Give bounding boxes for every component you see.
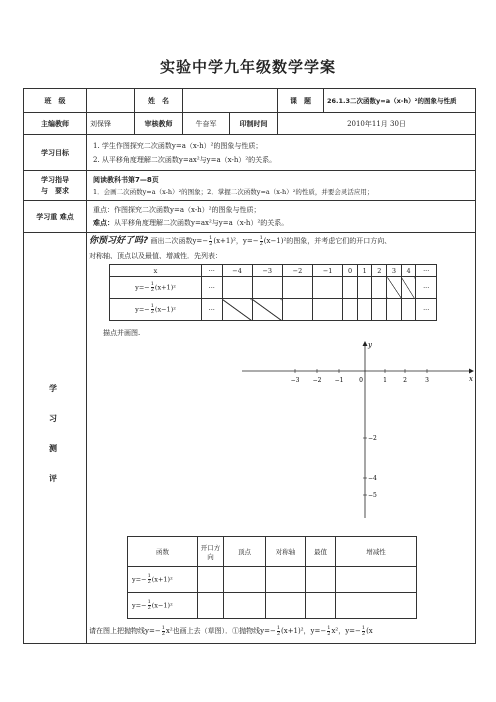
name-field[interactable]	[183, 89, 278, 112]
row-label: y=− $\frac{1}{2}$ (x−1)²	[110, 299, 202, 321]
row-plus: y=− $\frac{1}{2}$ (x+1)² ··· ···	[110, 277, 437, 299]
keys-text	[87, 201, 475, 232]
x-cell: −2	[282, 265, 312, 277]
answer-cell[interactable]	[198, 567, 224, 593]
x-cell: ···	[416, 265, 437, 277]
preview-heading: 你预习好了吗?	[89, 236, 149, 246]
guide-row	[24, 171, 475, 201]
value-cell[interactable]	[282, 299, 312, 321]
value-cell[interactable]	[372, 299, 387, 321]
blocked-cell	[401, 277, 416, 299]
lead-teacher-label: 主编教师	[24, 113, 87, 134]
key-point: 重点：作图探究二次函数y=a（x-h）²的图象与性质；	[93, 206, 261, 214]
value-cell[interactable]	[222, 277, 252, 299]
row-minus: y=− $\frac{1}{2}$ (x−1)² ··· ···	[110, 299, 437, 321]
value-cell[interactable]	[357, 299, 372, 321]
x-cell: 3	[387, 265, 402, 277]
fraction: $\frac{1}{2}$	[259, 234, 263, 247]
x-cell: −3	[252, 265, 282, 277]
preview-intro: 你预习好了吗? 画出二次函数y=− $\frac{1}{2}$ (x+1)²，y=− $\frac{1}{2}$ (x−1)²的图象，并考虑它们的开口方向、	[89, 234, 392, 247]
print-date: 2010年11月 30日	[347, 119, 406, 128]
x-tick: −1	[334, 377, 344, 384]
answer-cell[interactable]	[266, 567, 306, 593]
keys-row	[24, 201, 475, 233]
review-teacher-label: 审核教师	[135, 113, 183, 134]
value-cell[interactable]	[343, 277, 358, 299]
goal-item: 2. 从平移角度理解二次函数y=ax²与y=a（x-h）²的关系。	[93, 155, 277, 164]
assessment-content	[87, 233, 475, 643]
value-cell[interactable]	[343, 299, 358, 321]
function-label: y=− $\frac{1}{2}$ (x−1)²	[128, 593, 198, 619]
page-title: 实验中学九年级数学学案	[159, 58, 336, 76]
blocked-cell	[252, 299, 282, 321]
answer-cell[interactable]	[224, 567, 266, 593]
name-label: 姓 名	[135, 89, 183, 112]
answer-cell[interactable]	[306, 567, 336, 593]
x-cell: 0	[343, 265, 358, 277]
goals-list	[87, 135, 475, 170]
goals-label: 学习目标	[24, 135, 87, 170]
info-row-1	[24, 89, 475, 113]
review-teacher: 牛奋军	[183, 113, 230, 134]
worksheet-table	[23, 88, 476, 644]
class-label: 班 级	[24, 89, 87, 112]
value-cell[interactable]	[313, 299, 343, 321]
prop-row	[128, 567, 417, 593]
property-table	[127, 536, 417, 619]
guide-text	[87, 171, 475, 200]
row-label: y=− $\frac{1}{2}$ (x+1)²	[110, 277, 202, 299]
blocked-cell	[222, 299, 252, 321]
y-tick: −5	[368, 492, 377, 499]
function-label: y=− $\frac{1}{2}$ (x+1)²	[128, 567, 198, 593]
guide-requirements: 1．会画二次函数y=a（x-h）²的图象；2．掌握二次函数y=a（x-h）²的性质，并要会灵活应用；	[93, 188, 374, 196]
value-cell[interactable]	[401, 299, 416, 321]
info-row-2	[24, 113, 475, 135]
answer-cell[interactable]	[336, 593, 417, 619]
x-tick: −3	[290, 377, 300, 384]
answer-cell[interactable]	[198, 593, 224, 619]
x-cell: −4	[222, 265, 252, 277]
y-axis-label: y	[368, 341, 372, 349]
x-cell: 1	[357, 265, 372, 277]
goals-row	[24, 135, 475, 171]
prop-header: 函数	[128, 537, 198, 567]
value-cell[interactable]	[372, 277, 387, 299]
lead-teacher: 刘保锋	[87, 113, 135, 134]
coordinate-axes[interactable]	[237, 338, 475, 523]
x-cell: 2	[372, 265, 387, 277]
y-tick: −4	[368, 475, 377, 482]
x-tick: 2	[403, 377, 407, 384]
print-time-label: 印制时间	[230, 113, 278, 134]
reading-assignment: 阅读教科书第7—8页	[93, 176, 159, 184]
class-field[interactable]	[87, 89, 135, 112]
value-table	[109, 264, 437, 321]
x-cell: ···	[202, 265, 223, 277]
x-cell: 4	[401, 265, 416, 277]
prop-header: 最值	[306, 537, 336, 567]
prop-header: 增减性	[336, 537, 417, 567]
answer-cell[interactable]	[336, 567, 417, 593]
x-cell: −1	[313, 265, 343, 277]
answer-cell[interactable]	[266, 593, 306, 619]
value-cell[interactable]	[252, 277, 282, 299]
topic-label: 课 题	[278, 89, 324, 112]
plot-instruction: 描点并画图.	[103, 329, 141, 337]
difficulty-point: 难点：从平移角度理解二次函数y=ax²与y=a（x-h）²的关系。	[93, 219, 289, 227]
blocked-cell	[387, 277, 402, 299]
assessment-row	[24, 233, 475, 643]
x-tick: 1	[383, 377, 387, 384]
value-cell[interactable]	[387, 299, 402, 321]
y-tick: −2	[368, 435, 377, 442]
x-header: x	[110, 265, 202, 277]
guide-label: 学习指导 与 要求	[24, 171, 87, 200]
closing-question: 请在图上把抛物线y=− $\frac{1}{2}$ x²也画上去（草图）．①抛物线y=− $\frac{1}{2}$ (x+1)²，y=− $\frac{1}{2}$ x²，y=− $\frac{1}{2}$ (x	[89, 625, 373, 637]
prop-header: 顶点	[224, 537, 266, 567]
x-axis-label: x	[469, 375, 473, 383]
x-tick: −2	[312, 377, 322, 384]
assessment-label: 学 习 测 评	[24, 233, 87, 643]
keys-label: 学习重 难点	[24, 201, 87, 232]
fraction: $\frac{1}{2}$	[209, 234, 213, 247]
answer-cell[interactable]	[224, 593, 266, 619]
topic-value: 26.1.3二次函数y=a（x-h）²的图象与性质	[327, 97, 457, 105]
value-cell[interactable]	[357, 277, 372, 299]
prop-header: 开口方向	[198, 537, 224, 567]
answer-cell[interactable]	[306, 593, 336, 619]
x-tick: 0	[359, 377, 363, 384]
preview-intro-cont: 对称轴、顶点以及最值、增减性．先列表：	[89, 252, 222, 260]
value-cell[interactable]	[313, 277, 343, 299]
prop-header: 对称轴	[266, 537, 306, 567]
prop-row	[128, 593, 417, 619]
value-cell[interactable]	[282, 277, 312, 299]
x-tick: 3	[425, 377, 429, 384]
goal-item: 1. 学生作图探究二次函数y=a（x-h）²的图象与性质；	[93, 141, 263, 150]
